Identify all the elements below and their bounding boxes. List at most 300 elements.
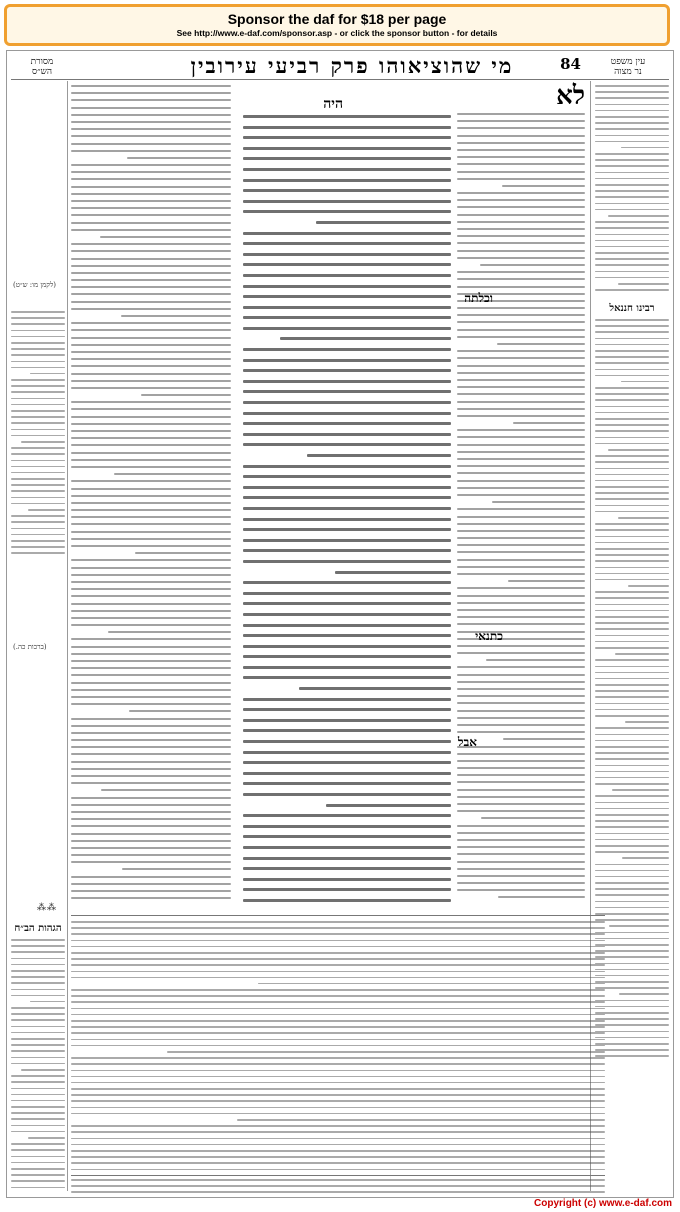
text-line [71, 1032, 605, 1034]
text-line [71, 989, 605, 991]
text-line [71, 502, 231, 504]
gemara-opening-word: היה [323, 96, 343, 112]
text-line [595, 474, 669, 476]
sponsor-subtitle[interactable]: See http://www.e-daf.com/sponsor.asp - or click the sponsor button - for details [176, 28, 498, 38]
text-line [457, 695, 585, 697]
text-line [457, 516, 585, 518]
text-line [11, 435, 65, 437]
text-line [237, 1119, 605, 1121]
text-line [71, 890, 231, 892]
text-line [595, 393, 669, 395]
text-line [595, 492, 669, 494]
text-line [457, 681, 585, 683]
text-line [71, 523, 231, 525]
text-line [243, 645, 451, 648]
text-line [595, 746, 669, 748]
text-line [595, 548, 669, 550]
text-line [11, 453, 65, 455]
text-line [11, 1162, 65, 1164]
text-line [167, 1051, 605, 1053]
text-line [457, 573, 585, 575]
text-line [243, 814, 451, 817]
text-line [71, 135, 231, 137]
text-line [457, 465, 585, 467]
text-line [457, 163, 585, 165]
text-line [71, 653, 231, 655]
text-line [595, 246, 669, 248]
text-line [243, 242, 451, 245]
text-line [457, 214, 585, 216]
text-line [595, 851, 669, 853]
text-line [71, 797, 231, 799]
text-line [71, 804, 231, 806]
text-line [71, 761, 231, 763]
text-line [11, 503, 65, 505]
text-line [457, 551, 585, 553]
text-line [71, 667, 231, 669]
text-line [457, 602, 585, 604]
text-line [595, 554, 669, 556]
text-line [71, 265, 231, 267]
text-line [11, 1013, 65, 1015]
text-line [243, 179, 451, 182]
text-line [595, 740, 669, 742]
text-line [71, 927, 605, 929]
text-line [11, 1106, 65, 1108]
text-line [71, 380, 231, 382]
text-line [457, 127, 585, 129]
text-line [595, 622, 669, 624]
text-line [71, 603, 231, 605]
text-line [21, 441, 65, 443]
text-line [114, 473, 231, 475]
text-line [457, 774, 585, 776]
rashi-column [457, 113, 585, 903]
header-divider [11, 79, 669, 80]
text-line [71, 293, 231, 295]
text-line [71, 452, 231, 454]
text-line [71, 660, 231, 662]
text-line [71, 1014, 605, 1016]
text-line [100, 236, 231, 238]
sponsor-banner[interactable] [4, 4, 670, 46]
text-line [243, 719, 451, 722]
text-line [243, 507, 451, 510]
text-line [71, 1179, 605, 1181]
talmud-page [6, 50, 674, 1198]
text-line [595, 264, 669, 266]
text-line [595, 820, 669, 822]
text-line [595, 567, 669, 569]
text-line [457, 444, 585, 446]
text-line [457, 429, 585, 431]
text-line [71, 488, 231, 490]
text-line [595, 523, 669, 525]
text-line [11, 1019, 65, 1021]
text-line [243, 528, 451, 531]
margin-reference-2: (ברכות כה.) [13, 643, 47, 651]
text-line [595, 196, 669, 198]
text-line [11, 416, 65, 418]
text-line [71, 301, 231, 303]
text-line [11, 460, 65, 462]
text-line [71, 933, 605, 935]
text-line [457, 458, 585, 460]
text-line [71, 193, 231, 195]
text-line [457, 559, 585, 561]
text-line [595, 826, 669, 828]
text-line [508, 580, 585, 582]
text-line [243, 729, 451, 732]
text-line [71, 143, 231, 145]
text-line [595, 1018, 669, 1020]
text-line [11, 391, 65, 393]
text-line [71, 696, 231, 698]
text-line [243, 475, 451, 478]
text-line [71, 516, 231, 518]
text-line [595, 443, 669, 445]
text-line [595, 350, 669, 352]
text-line [595, 604, 669, 606]
text-line [243, 539, 451, 542]
text-line [71, 921, 605, 923]
text-line [595, 234, 669, 236]
text-line [11, 484, 65, 486]
text-line [11, 951, 65, 953]
text-line [71, 351, 231, 353]
text-line [11, 410, 65, 412]
text-line [71, 1150, 605, 1152]
text-line [619, 993, 669, 995]
text-line [457, 753, 585, 755]
text-line [595, 666, 669, 668]
text-line [595, 104, 669, 106]
text-line [457, 595, 585, 597]
text-line [11, 1081, 65, 1083]
text-line [71, 459, 231, 461]
text-line [71, 538, 231, 540]
text-line [595, 399, 669, 401]
text-line [71, 1131, 605, 1133]
text-line [595, 696, 669, 698]
text-line [595, 1043, 669, 1045]
text-line [243, 602, 451, 605]
text-line [11, 552, 65, 554]
bottom-divider [71, 915, 605, 916]
text-line [71, 365, 231, 367]
text-line [457, 307, 585, 309]
text-line [621, 147, 669, 149]
text-line [71, 186, 231, 188]
text-line [595, 362, 669, 364]
text-line [243, 306, 451, 309]
text-line [243, 613, 451, 616]
text-line [101, 789, 231, 791]
text-line [71, 617, 231, 619]
text-line [71, 99, 231, 101]
text-line [243, 655, 451, 658]
text-line [457, 401, 585, 403]
text-line [71, 344, 231, 346]
text-line [71, 861, 231, 863]
text-line [595, 1024, 669, 1026]
text-line [243, 295, 451, 298]
text-line [11, 348, 65, 350]
text-line [243, 147, 451, 150]
text-line [457, 242, 585, 244]
text-line [595, 907, 669, 909]
text-line [71, 1156, 605, 1158]
text-line [11, 964, 65, 966]
text-line [11, 497, 65, 499]
text-line [457, 357, 585, 359]
rashi-keyword-vekhalta: וכלתה [464, 291, 493, 305]
text-line [11, 404, 65, 406]
text-line [457, 861, 585, 863]
text-line [457, 508, 585, 510]
text-line [11, 1131, 65, 1133]
text-line [11, 958, 65, 960]
text-line [457, 171, 585, 173]
text-line [71, 279, 231, 281]
text-line [457, 530, 585, 532]
text-line [457, 436, 585, 438]
text-line [243, 846, 451, 849]
text-line [595, 369, 669, 371]
text-line [457, 839, 585, 841]
text-line [457, 652, 585, 654]
text-line [457, 156, 585, 158]
text-line [71, 1144, 605, 1146]
text-line [71, 178, 231, 180]
text-line [11, 982, 65, 984]
text-line [457, 278, 585, 280]
text-line [121, 315, 231, 317]
text-line [71, 430, 231, 432]
text-line [71, 946, 605, 948]
text-line [71, 840, 231, 842]
text-line [243, 698, 451, 701]
text-line [457, 314, 585, 316]
text-line [71, 92, 231, 94]
text-line [595, 597, 669, 599]
text-line [71, 308, 231, 310]
text-line [243, 327, 451, 330]
text-line [595, 461, 669, 463]
text-line [11, 466, 65, 468]
text-line [243, 666, 451, 669]
text-line [595, 808, 669, 810]
text-line [135, 552, 231, 554]
text-line [243, 253, 451, 256]
text-line [497, 343, 585, 345]
text-line [622, 857, 669, 859]
text-line [11, 1174, 65, 1176]
text-line [71, 725, 231, 727]
text-line [595, 455, 669, 457]
text-line [11, 422, 65, 424]
text-line [595, 888, 669, 890]
text-line [71, 818, 231, 820]
text-line [71, 1125, 605, 1127]
text-line [457, 286, 585, 288]
text-line [457, 767, 585, 769]
text-line [11, 970, 65, 972]
text-line [71, 358, 231, 360]
text-line [595, 116, 669, 118]
text-line [595, 1006, 669, 1008]
text-line [11, 1112, 65, 1114]
text-line [457, 415, 585, 417]
text-line [625, 721, 669, 723]
text-line [595, 184, 669, 186]
text-line [595, 511, 669, 513]
text-line [457, 149, 585, 151]
text-line [71, 971, 605, 973]
text-line [457, 868, 585, 870]
text-line [243, 200, 451, 203]
text-line [28, 1137, 65, 1139]
text-line [595, 542, 669, 544]
text-line [11, 1094, 65, 1096]
text-line [595, 913, 669, 915]
text-line [457, 321, 585, 323]
text-line [595, 85, 669, 87]
text-line [71, 682, 231, 684]
text-line [316, 221, 451, 224]
text-line [595, 579, 669, 581]
text-line [71, 214, 231, 216]
text-line [243, 835, 451, 838]
text-line [457, 379, 585, 381]
text-line [71, 581, 231, 583]
text-line [595, 709, 669, 711]
text-line [71, 768, 231, 770]
text-line [71, 121, 231, 123]
text-line [71, 1008, 605, 1010]
text-line [71, 1107, 605, 1109]
text-line [457, 221, 585, 223]
text-line [615, 653, 669, 655]
text-line [595, 715, 669, 717]
text-line [11, 1118, 65, 1120]
text-line [21, 1069, 65, 1071]
text-line [11, 1100, 65, 1102]
text-line [71, 718, 231, 720]
ein-mishpat-column [595, 85, 669, 295]
text-line [595, 338, 669, 340]
text-line [71, 1026, 605, 1028]
text-line [243, 126, 451, 129]
text-line [71, 531, 231, 533]
text-line [457, 350, 585, 352]
text-line [457, 724, 585, 726]
text-line [243, 878, 451, 881]
text-line [498, 896, 585, 898]
text-line [71, 207, 231, 209]
text-line [457, 666, 585, 668]
text-line [11, 1088, 65, 1090]
text-line [608, 215, 669, 217]
text-line [11, 528, 65, 530]
text-line [595, 635, 669, 637]
text-line [11, 546, 65, 548]
sponsor-title[interactable]: Sponsor the daf for $18 per page [227, 11, 447, 27]
text-line [71, 1020, 605, 1022]
text-line [243, 390, 451, 393]
text-line [481, 817, 585, 819]
text-line [595, 387, 669, 389]
text-line [71, 1063, 605, 1065]
text-line [595, 203, 669, 205]
text-line [595, 486, 669, 488]
text-line [71, 610, 231, 612]
text-line [71, 782, 231, 784]
text-line [595, 240, 669, 242]
text-line [595, 325, 669, 327]
text-line [71, 222, 231, 224]
text-line [71, 753, 231, 755]
text-line [595, 1031, 669, 1033]
text-line [243, 624, 451, 627]
text-line [243, 210, 451, 213]
text-line [595, 864, 669, 866]
text-line [595, 975, 669, 977]
text-line [11, 478, 65, 480]
text-line [595, 814, 669, 816]
text-line [11, 342, 65, 344]
text-line [11, 1156, 65, 1158]
text-line [457, 408, 585, 410]
text-line [595, 165, 669, 167]
text-line [11, 989, 65, 991]
text-line [595, 573, 669, 575]
text-line [299, 687, 451, 690]
text-line [11, 1168, 65, 1170]
text-line [71, 466, 231, 468]
text-line [457, 731, 585, 733]
text-line [595, 252, 669, 254]
text-line [11, 330, 65, 332]
text-line [457, 271, 585, 273]
text-line [71, 373, 231, 375]
text-line [28, 509, 65, 511]
text-line [11, 1007, 65, 1009]
text-line [11, 939, 65, 941]
text-line [11, 1044, 65, 1046]
text-line [595, 901, 669, 903]
text-line [71, 128, 231, 130]
text-line [243, 189, 451, 192]
text-line [243, 825, 451, 828]
text-line [595, 480, 669, 482]
text-line [243, 232, 451, 235]
copyright-link[interactable]: Copyright (c) www.e-daf.com [534, 1198, 672, 1209]
text-line [71, 495, 231, 497]
text-line [71, 811, 231, 813]
text-line [595, 319, 669, 321]
text-line [595, 765, 669, 767]
text-line [11, 311, 65, 313]
text-line [609, 925, 669, 927]
text-line [71, 258, 231, 260]
text-line [513, 422, 585, 424]
text-line [457, 760, 585, 762]
text-line [243, 359, 451, 362]
text-line [595, 839, 669, 841]
text-line [595, 122, 669, 124]
text-line [71, 387, 231, 389]
